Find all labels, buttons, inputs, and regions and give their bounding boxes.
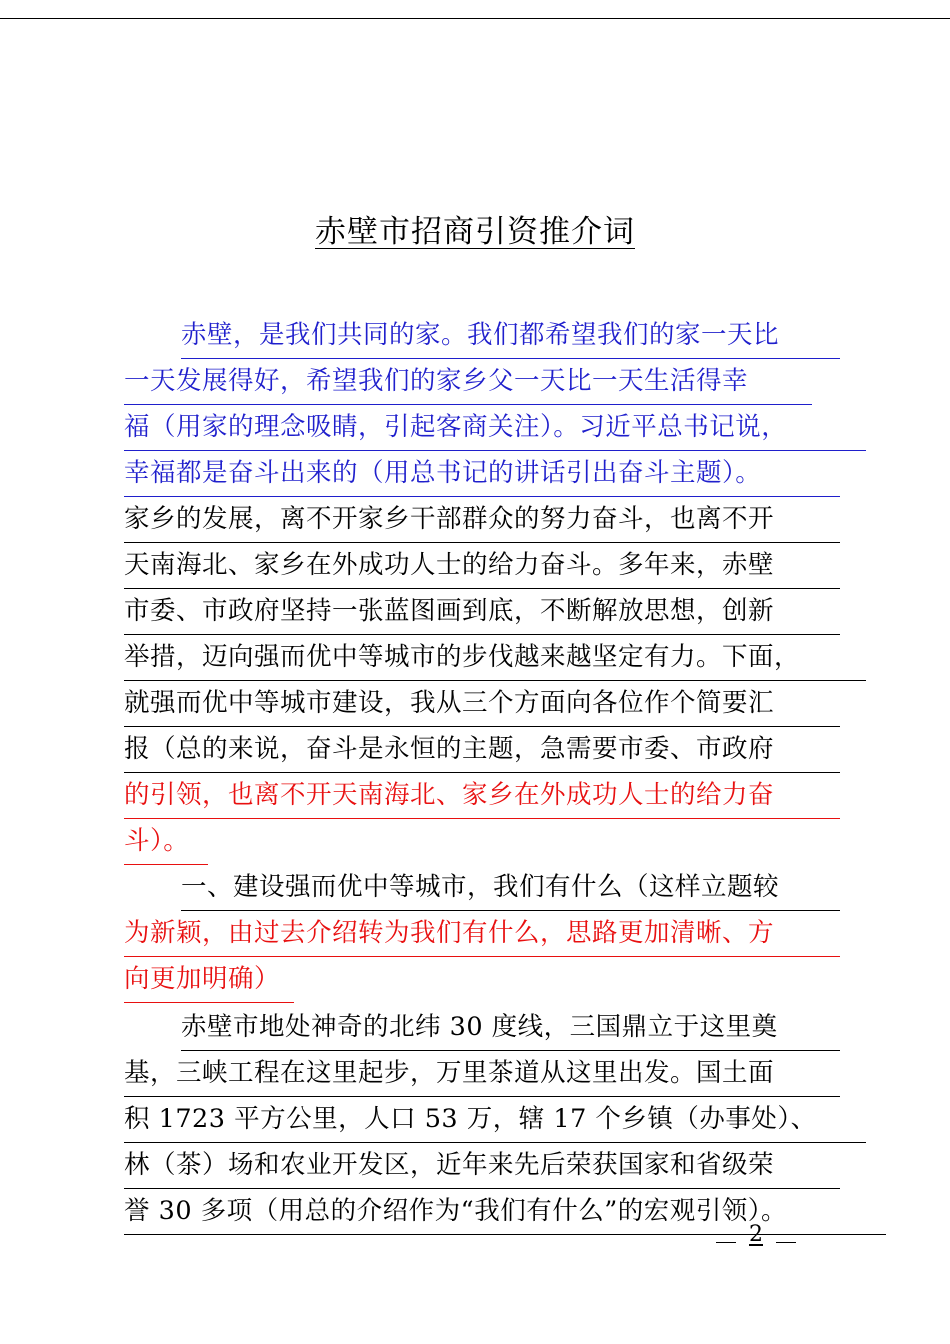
footer-dash-right [776,1242,796,1243]
text-line: 报（总的来说，奋斗是永恒的主题，急需要市委、市政府 [124,726,840,773]
top-rule [0,18,950,19]
text-line: 向更加明确） [124,956,294,1003]
text-line: 福（用家的理念吸睛，引起客商关注）。习近平总书记说， [124,404,866,451]
text-line: 赤壁市地处神奇的北纬 30 度线，三国鼎立于这里奠 [181,1004,840,1051]
text-line: 家乡的发展，离不开家乡干部群众的努力奋斗，也离不开 [124,496,840,543]
text-line: 的引领，也离不开天南海北、家乡在外成功人士的给力奋 [124,772,840,819]
text-line: 积 1723 平方公里，人口 53 万，辖 17 个乡镇（办事处）、 [124,1096,866,1143]
text-line: 斗）。 [124,818,208,865]
text-line: 幸福都是奋斗出来的（用总书记的讲话引出奋斗主题）。 [124,450,840,497]
footer-dash-left [716,1242,736,1243]
text-line: 赤壁，是我们共同的家。我们都希望我们的家一天比 [181,312,840,359]
text-line: 一、建设强而优中等城市，我们有什么（这样立题较 [181,864,840,911]
page-footer [716,1220,796,1250]
text-line: 为新颖，由过去介绍转为我们有什么，思路更加清晰、方 [124,910,840,957]
page-number: 2 [749,1222,763,1247]
text-line: 誉 30 多项（用总的介绍作为“我们有什么”的宏观引领）。 [124,1188,886,1235]
page-title-text: 赤壁市招商引资推介词 [315,214,635,250]
page-title [0,206,950,251]
text-line: 林（茶）场和农业开发区，近年来先后荣获国家和省级荣 [124,1142,840,1189]
text-line: 一天发展得好，希望我们的家乡父一天比一天生活得幸 [124,358,812,405]
text-line: 市委、市政府坚持一张蓝图画到底，不断解放思想，创新 [124,588,840,635]
text-line: 举措，迈向强而优中等城市的步伐越来越坚定有力。下面， [124,634,866,681]
text-line: 天南海北、家乡在外成功人士的给力奋斗。多年来，赤壁 [124,542,840,589]
text-line: 就强而优中等城市建设，我从三个方面向各位作个简要汇 [124,680,840,727]
text-line: 基，三峡工程在这里起步，万里茶道从这里出发。国土面 [124,1050,840,1097]
